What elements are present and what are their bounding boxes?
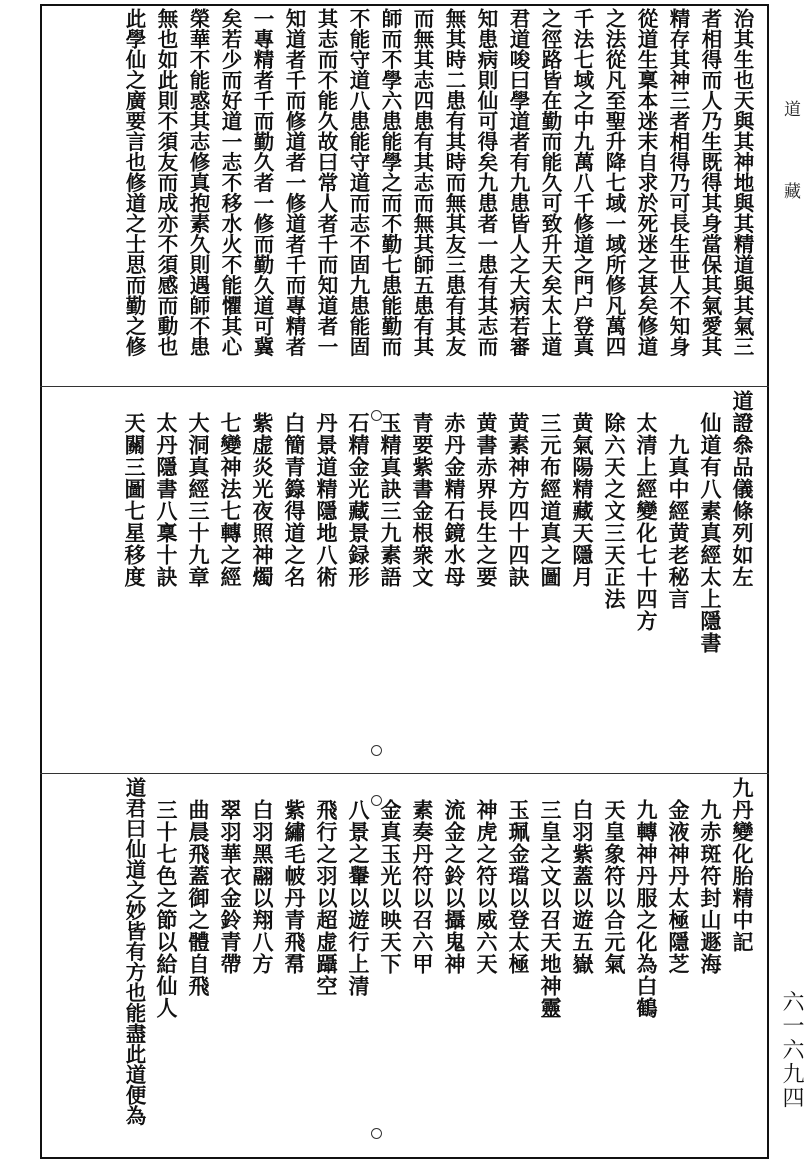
text-column: 天關三圖七星移度 xyxy=(122,390,147,588)
text-column: 太丹隱書八稟十訣 xyxy=(154,390,179,588)
text-column: 金真玉光以映天下 xyxy=(378,777,403,975)
text-column: 大洞真經三十九章 xyxy=(186,390,211,588)
text-column: 白羽黑翮以翔八方 xyxy=(250,777,275,975)
text-column: 七變神法七轉之經 xyxy=(218,390,243,588)
panel-bottom xyxy=(42,777,767,1155)
text-column: 太清上經變化七十四方 xyxy=(634,390,659,632)
text-column: 治其生也天與其神地與其精道與其氣三 xyxy=(730,8,754,357)
text-column: 無其時二患有其時而無其友三患有其友 xyxy=(442,8,466,357)
binding-hole-marker xyxy=(371,795,382,806)
text-column: 流金之鈴以攝鬼神 xyxy=(442,777,467,975)
text-column: 仙道有八素真經太上隱書 xyxy=(698,390,723,654)
text-column: 白簡青籙得道之名 xyxy=(282,390,307,588)
panel-divider-2 xyxy=(40,773,769,774)
text-column: 三十七色之節以給仙人 xyxy=(154,777,179,1019)
text-column: 金液神丹太極隱芝 xyxy=(666,777,691,975)
text-column: 石精金光藏景録形 xyxy=(346,390,371,588)
text-column: 無也如此則不須友而成亦不須感而動也 xyxy=(154,8,178,357)
text-column: 黄氣陽精藏天隱月 xyxy=(570,390,595,588)
margin-title: 道 xyxy=(780,100,800,117)
text-column: 九真中經黄老秘言 xyxy=(666,390,691,610)
text-column: 青要紫書金根衆文 xyxy=(410,390,435,588)
text-column: 道證叅品儀條列如左 xyxy=(730,390,755,588)
text-column: 赤丹金精石鏡水母 xyxy=(442,390,467,588)
text-column: 一專精者千而勤久者一修而勤久道可冀 xyxy=(250,8,274,357)
text-column: 素奏丹符以召六甲 xyxy=(410,777,435,975)
text-column: 九轉神丹服之化為白鶴 xyxy=(634,777,659,1019)
text-column: 玉精真訣三九素語 xyxy=(378,390,403,588)
text-column: 此學仙之廣要言也修道之士思而勤之修 xyxy=(122,8,146,357)
text-column: 君道唆曰學道者有九患皆人之大病若審 xyxy=(506,8,530,357)
text-column: 丹景道精隱地八術 xyxy=(314,390,339,588)
text-column: 除六天之文三天正法 xyxy=(602,390,627,610)
text-column: 曲晨飛蓋御之體自飛 xyxy=(186,777,211,997)
text-column: 九丹變化胎精中記 xyxy=(730,777,755,953)
text-column: 其志而不能久故曰常人者千而知道者一 xyxy=(314,8,338,357)
text-columns xyxy=(121,777,755,1155)
panel-divider-1 xyxy=(40,386,769,387)
text-column: 天皇象符以合元氣 xyxy=(602,777,627,975)
text-column: 三元布經道真之圖 xyxy=(538,390,563,588)
page-number: 六一六九四 xyxy=(779,990,804,1110)
text-column: 九赤斑符封山遯海 xyxy=(698,777,723,975)
panel-middle xyxy=(42,390,767,770)
binding-hole-marker xyxy=(371,1128,382,1139)
text-column: 飛行之羽以超虚躡空 xyxy=(314,777,339,997)
text-column: 矣若少而好道一志不移水火不能懼其心 xyxy=(218,8,242,357)
margin-subtitle: 藏 xyxy=(780,182,800,199)
text-column: 翠羽華衣金鈴青帶 xyxy=(218,777,243,975)
text-column: 八景之轝以遊行上清 xyxy=(346,777,371,997)
text-column: 榮華不能惑其志修真抱素久則遇師不患 xyxy=(186,8,210,357)
text-column: 玉珮金璫以登太極 xyxy=(506,777,531,975)
text-columns xyxy=(121,8,755,384)
text-column: 精存其神三者相得乃可長生世人不知身 xyxy=(666,8,690,357)
panel-top xyxy=(42,8,767,384)
text-column: 千法七域之中九萬八千修道之門户登真 xyxy=(570,8,594,357)
text-column: 之徑路皆在勤而能久可致升天矣太上道 xyxy=(538,8,562,357)
text-column: 者相得而人乃生既得其身當保其氣愛其 xyxy=(698,8,722,357)
text-column: 白羽紫蓋以遊五嶽 xyxy=(570,777,595,975)
text-column: 知患病則仙可得矣九患者一患有其志而 xyxy=(474,8,498,357)
text-column: 黄素神方四十四訣 xyxy=(506,390,531,588)
text-column: 從道生稟本迷末自求於死迷之甚矣修道 xyxy=(634,8,658,357)
text-column: 之法從凡至聖升降七域一域所修凡萬四 xyxy=(602,8,626,357)
text-column: 神虎之符以威六天 xyxy=(474,777,499,975)
text-column: 而無其志四患有其志而無其師五患有其 xyxy=(410,8,434,357)
text-column: 師而不學六患能學之而不勤七患能勤而 xyxy=(378,8,402,357)
text-column: 三皇之文以召天地神靈 xyxy=(538,777,563,1019)
text-column: 黄書赤界長生之要 xyxy=(474,390,499,588)
text-column: 道君曰仙道之妙皆有方也能盡此道便為 xyxy=(122,777,146,1126)
binding-hole-marker xyxy=(371,410,382,421)
text-columns xyxy=(121,390,755,770)
text-column: 不能守道八患能守道而志不固九患能固 xyxy=(346,8,370,357)
binding-hole-marker xyxy=(371,745,382,756)
text-column: 知道者千而修道者一修道者千而專精者 xyxy=(282,8,306,357)
text-column: 紫繡毛帔丹青飛帬 xyxy=(282,777,307,975)
text-column: 紫虚炎光夜照神燭 xyxy=(250,390,275,588)
